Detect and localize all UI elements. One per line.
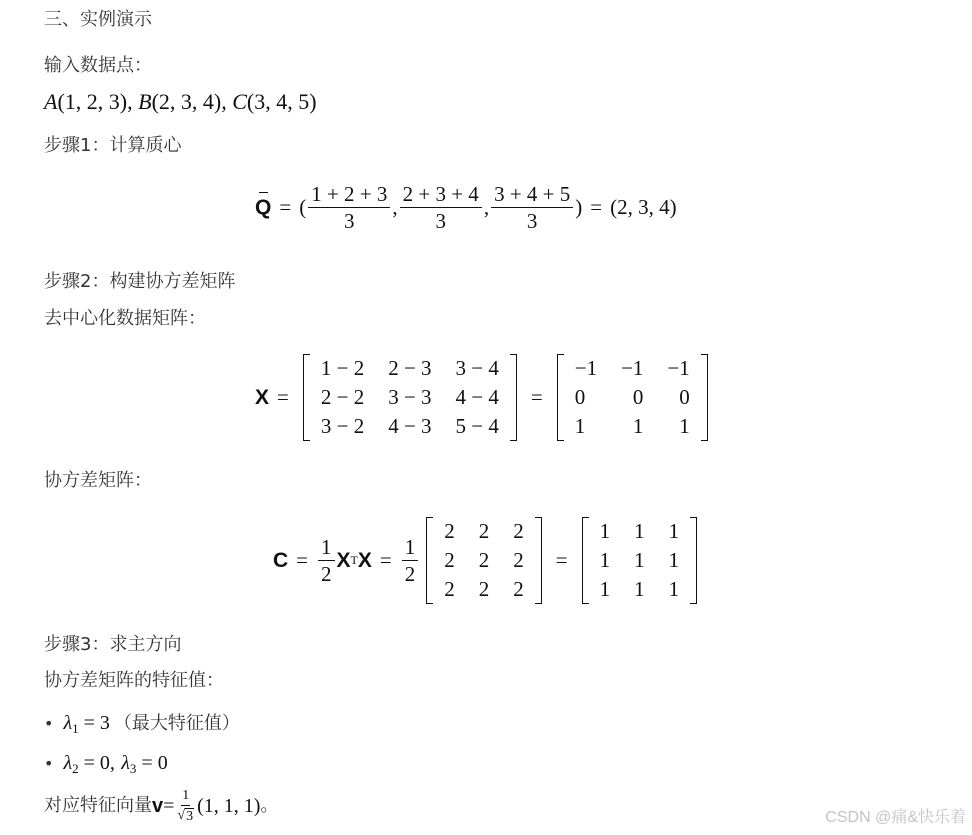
point-b-coords: (2, 3, 4) (151, 89, 222, 114)
centroid-fraction-1: $\frac{1 + 2 + 3}{3}$ (308, 183, 390, 232)
c-matrix: 1 1 1 1 1 1 1 1 1 (582, 517, 698, 604)
half-fraction-2: $\frac{1}{2}$ (402, 536, 419, 585)
point-b-name: B (138, 89, 152, 114)
bullet-icon: • (44, 754, 54, 773)
step3-heading: 步骤3：求主方向 (44, 634, 182, 655)
centroid-symbol: Q (255, 195, 272, 219)
point-a-name: A (44, 89, 58, 114)
point-c-coords: (3, 4, 5) (246, 89, 317, 114)
step2-heading: 步骤2：构建协方差矩阵 (44, 271, 236, 292)
eigenvector-line: 对应特征向量 v = 1 √ 3 (1, 1, 1) 。 (44, 788, 279, 824)
eigenvalue-item-1: • $\lambda_1 = 3$ （最大特征值） (44, 712, 240, 736)
watermark: CSDN @痛&快乐着 (825, 809, 966, 826)
x-expression-matrix: 1 − 2 2 − 3 3 − 4 2 − 2 3 − 3 4 − 4 3 − 2 4 − 3 5 − 4 (303, 354, 517, 441)
eigenvalue-item-2: • $\lambda_2 = 0$, $\lambda_3 = 0$ (44, 752, 168, 776)
centroid-equation: Q = ( $\frac{1 + 2 + 3}{3}$ , $\frac{2 + 3 + 4}{3}$ , $\frac{3 + 4 + 5}{3}$ ) = (2, 3, 4) (255, 182, 677, 233)
xtx-matrix: 2 2 2 2 2 2 2 2 2 (426, 517, 542, 604)
point-c-name: C (232, 89, 247, 114)
eigenvalue-label: 协方差矩阵的特征值： (44, 670, 224, 691)
centered-matrix-equation: X = 1 − 2 2 − 3 3 − 4 2 − 2 3 − 3 4 − 4 3 − 2 4 − 3 5 − 4 = −1 −1 −1 0 0 0 1 1 1 (255, 354, 714, 441)
input-label: 输入数据点： (44, 55, 152, 76)
centroid-result: (2, 3, 4) (610, 195, 677, 219)
centering-label: 去中心化数据矩阵： (44, 308, 206, 329)
point-a-coords: (1, 2, 3) (57, 89, 128, 114)
inv-sqrt3-fraction: 1 √ 3 (177, 788, 194, 824)
section-title: 三、实例演示 (44, 9, 152, 30)
x-value-matrix: −1 −1 −1 0 0 0 1 1 1 (557, 354, 708, 441)
covariance-label: 协方差矩阵： (44, 470, 152, 491)
data-points-line: A(1, 2, 3), B(2, 3, 4), C(3, 4, 5) (44, 89, 317, 114)
step1-heading: 步骤1：计算质心 (44, 135, 182, 156)
x-symbol: X (255, 385, 270, 409)
centroid-fraction-2: $\frac{2 + 3 + 4}{3}$ (400, 183, 482, 232)
c-symbol: C (273, 548, 289, 572)
bullet-icon: • (44, 714, 54, 733)
centroid-fraction-3: $\frac{3 + 4 + 5}{3}$ (491, 183, 573, 232)
half-fraction-1: $\frac{1}{2}$ (318, 536, 335, 585)
covariance-equation: C = $\frac{1}{2}$ X T X = $\frac{1}{2}$ 2 2 2 2 2 2 2 2 2 = 1 1 1 1 1 1 1 1 1 (273, 517, 703, 604)
transpose-mark: T (350, 553, 358, 567)
